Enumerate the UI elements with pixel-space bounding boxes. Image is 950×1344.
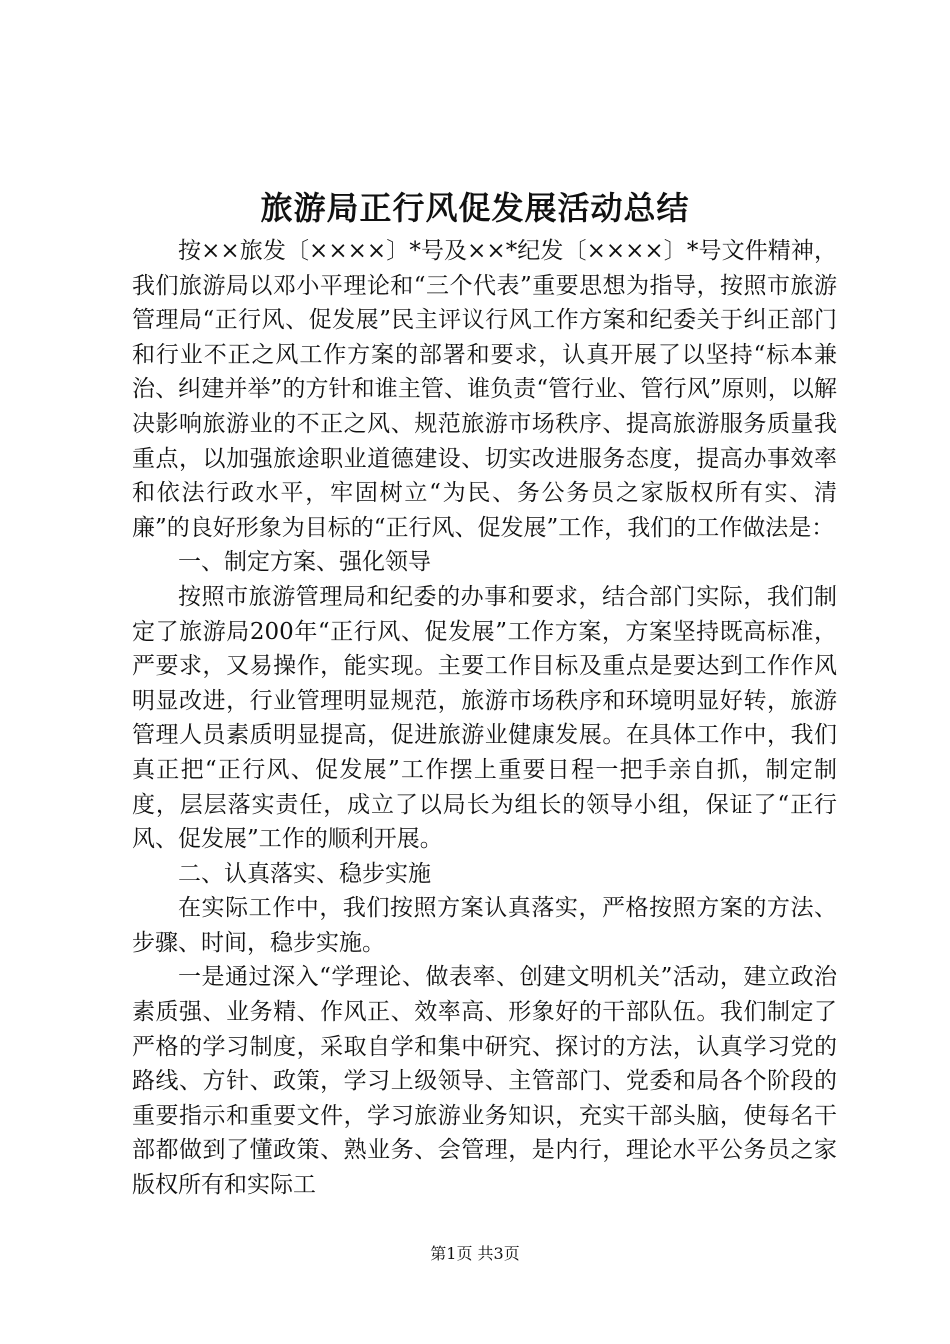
paragraph-section-1: 按照市旅游管理局和纪委的办事和要求，结合部门实际，我们制定了旅游局200年“正行风、促发展”工作方案，方案坚持既高标准，严要求，又易操作，能实现。主要工作目标及重点是要达到工作作风明显改进，行业管理明显规范，旅游市场秩序和环境明显好转，旅游管理人员素质明显提高，促进旅游业健康发展。在具体工作中，我们真正把“正行风、促发展”工作摆上重要日程一把手亲自抓，制定制度，层层落实责任，成立了以局长为组长的领导小组，保证了“正行风、促发展”工作的顺利开展。 <box>132 583 837 853</box>
section-heading-1: 一、制定方案、强化领导 <box>178 549 431 576</box>
section-heading-2: 二、认真落实、稳步实施 <box>178 860 431 887</box>
document-body <box>132 234 837 1203</box>
page-number: 第1页 共3页 <box>430 1244 520 1263</box>
paragraph-item-1: 一是通过深入“学理论、做表率、创建文明机关”活动，建立政治素质强、业务精、作风正、效率高、形象好的干部队伍。我们制定了严格的学习制度，采取自学和集中研究、探讨的方法，认真学习党的路线、方针、政策，学习上级领导、主管部门、党委和局各个阶段的重要指示和重要文件，学习旅游业务知识，充实干部头脑，使每名干部都做到了懂政策、熟业务、会管理，是内行，理论水平公务员之家版权所有和实际工 <box>132 964 837 1199</box>
paragraph-intro: 按××旅发〔××××〕*号及××*纪发〔××××〕*号文件精神，我们旅游局以邓小平理论和“三个代表”重要思想为指导，按照市旅游管理局“正行风、促发展”民主评议行风工作方案和纪委关于纠正部门和行业不正之风工作方案的部署和要求，认真开展了以坚持“标本兼治、纠建并举”的方针和谁主管、谁负责“管行业、管行风”原则，以解决影响旅游业的不正之风、规范旅游市场秩序、提高旅游服务质量我重点，以加强旅途职业道德建设、切实改进服务态度，提高办事效率和依法行政水平，牢固树立“为民、务公务员之家版权所有实、清廉”的良好形象为目标的“正行风、促发展”工作，我们的工作做法是： <box>132 238 837 541</box>
document-title: 旅游局正行风促发展活动总结 <box>260 189 690 227</box>
paragraph-section-2: 在实际工作中，我们按照方案认真落实，严格按照方案的方法、步骤、时间，稳步实施。 <box>132 895 837 956</box>
